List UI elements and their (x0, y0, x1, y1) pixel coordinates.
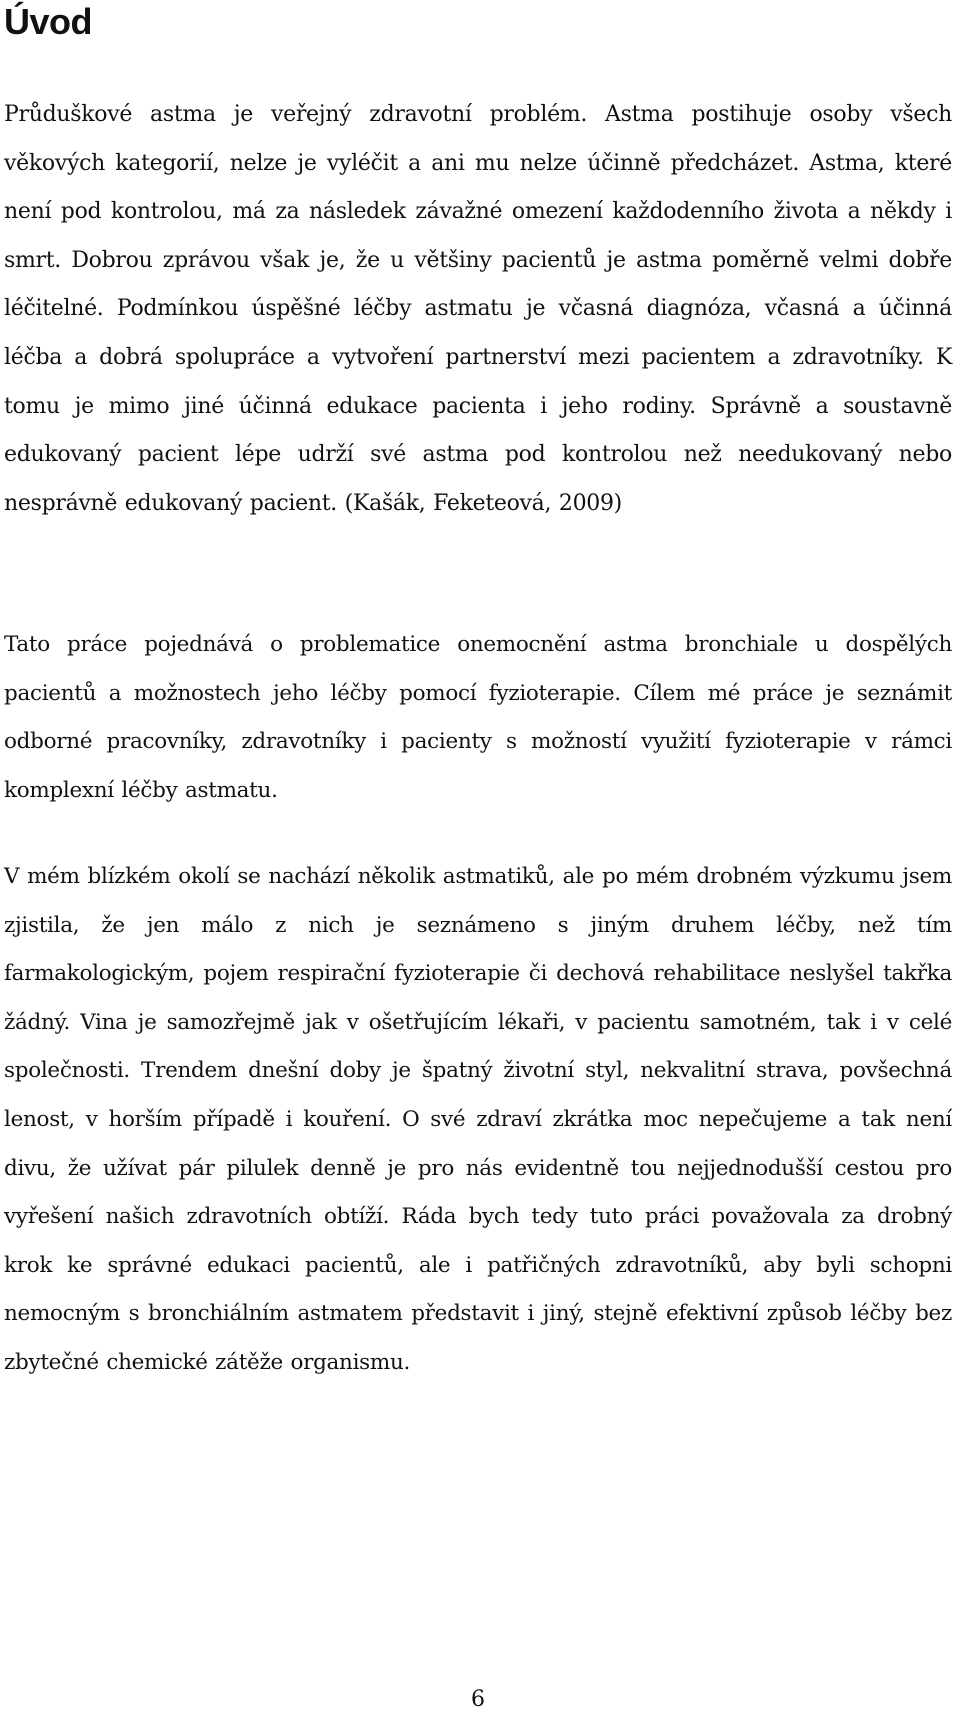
page-number: 6 (471, 1687, 485, 1712)
paragraph-motivation: V mém blízkém okolí se nachází několik astmatiků, ale po mém drobném výzkumu jsem zjistila, že jen málo z nich je seznámeno s jiným druhem léčby, než tím farmakologickým, pojem respirační fyzioterapie či dechová rehabilitace neslyšel takřka žádný. Vina je samozřejmě jak v ošetřujícím lékaři, v pacientu samotném, tak i v celé společnosti. Trendem dnešní doby je špatný životní styl, nekvalitní strava, povšechná lenost, v horším případě i kouření. O své zdraví zkrátka moc nepečujeme a tak není divu, že užívat pár pilulek denně je pro nás evidentně tou nejjednodušší cestou pro vyřešení našich zdravotních obtíží. Ráda bych tedy tuto práci považovala za drobný krok ke správné edukaci pacientů, ale i patřičných zdravotníků, aby byli schopni nemocným s bronchiálním astmatem představit i jiný, stejně efektivní způsob léčby bez zbytečné chemické zátěže organismu. (4, 864, 952, 1375)
document-page (4, 0, 952, 1726)
section-heading: Úvod (4, 1, 92, 42)
paragraph-intro: Průduškové astma je veřejný zdravotní problém. Astma postihuje osoby všech věkových kategorií, nelze je vyléčit a ani mu nelze účinně předcházet. Astma, které není pod kontrolou, má za následek závažné omezení každodenního života a někdy i smrt. Dobrou zprávou však je, že u většiny pacientů je astma poměrně velmi dobře léčitelné. Podmínkou úspěšné léčby astmatu je včasná diagnóza, včasná a účinná léčba a dobrá spolupráce a vytvoření partnerství mezi pacientem a zdravotníky. K tomu je mimo jiné účinná edukace pacienta i jeho rodiny. Správně a soustavně edukovaný pacient lépe udrží své astma pod kontrolou než needukovaný nebo nesprávně edukovaný pacient. (Kašák, Feketeová, 2009) (4, 102, 952, 516)
paragraph-aim: Tato práce pojednává o problematice onemocnění astma bronchiale u dospělých pacientů a možnostech jeho léčby pomocí fyzioterapie. Cílem mé práce je seznámit odborné pracovníky, zdravotníky i pacienty s možností využití fyzioterapie v rámci komplexní léčby astmatu. (4, 632, 952, 803)
